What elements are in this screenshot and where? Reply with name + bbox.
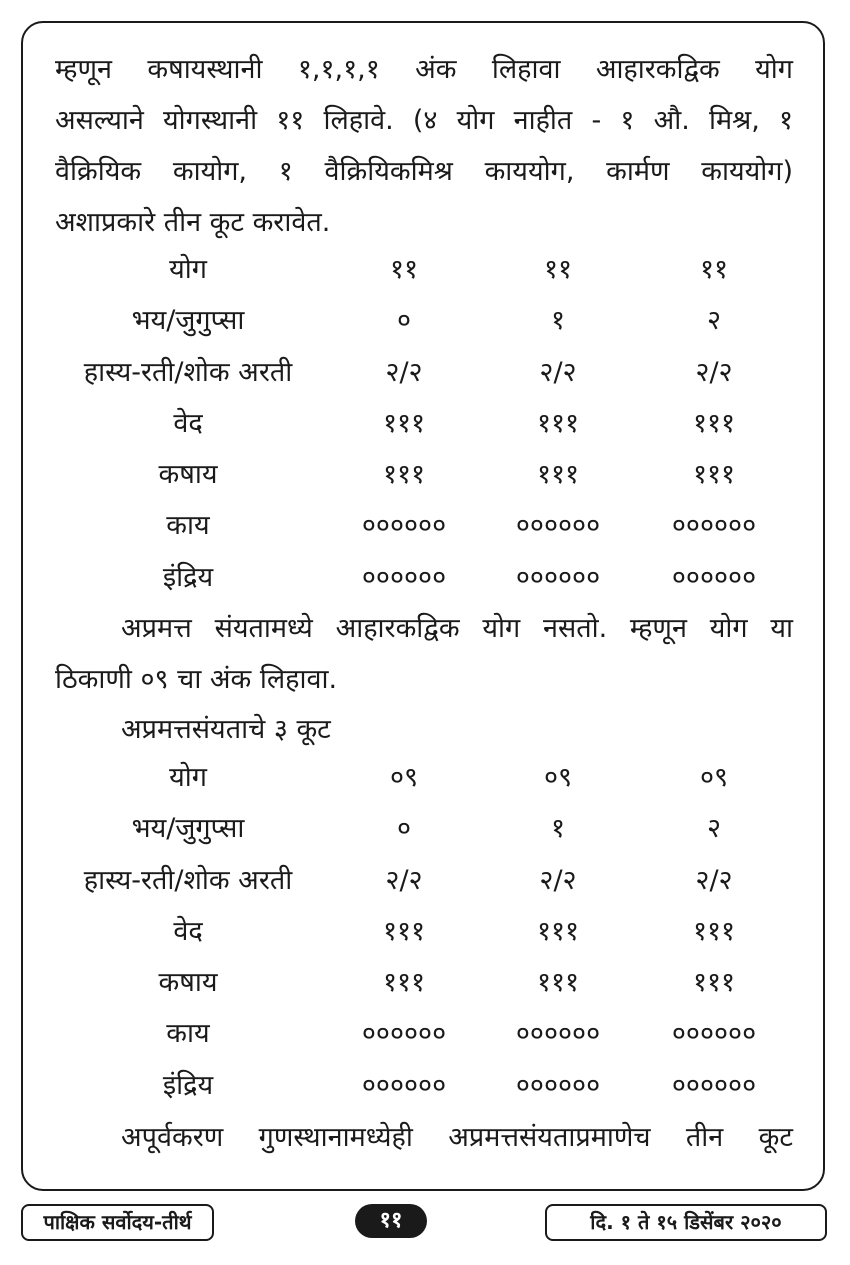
table-row: [0, 855, 850, 906]
publication-name: पाक्षिक सर्वोदय-तीर्थ: [21, 1204, 214, 1241]
row-label: भय/जुगुप्सा: [131, 813, 245, 845]
table-row: [0, 803, 850, 854]
table-cell: ००००००: [671, 1069, 757, 1101]
table-row: [0, 552, 850, 603]
row-label: योग: [169, 254, 207, 285]
table-cell: १११: [536, 459, 580, 491]
intro-paragraph: [55, 44, 793, 248]
row-label: इंद्रिय: [162, 561, 214, 593]
table-row: [0, 500, 850, 551]
table-cell: २: [706, 305, 722, 337]
table-row: [0, 752, 850, 803]
table-cell: १११: [382, 459, 426, 491]
table-cell: ११: [699, 254, 729, 285]
intro-line: अशाप्रकारे तीन कूट करावेत.: [55, 207, 331, 238]
table-cell: ००००००: [515, 1069, 601, 1101]
closing-line: अपूर्वकरण गुणस्थानामध्येही अप्रमत्तसंयताप्रमाणेच तीन कूट: [121, 1122, 793, 1153]
row-label: कषाय: [158, 459, 218, 491]
table-cell: १११: [692, 459, 736, 491]
kut-table-1: [0, 244, 850, 603]
row-label: हास्य-रती/शोक अरती: [83, 356, 293, 388]
kut-table-2: [0, 752, 850, 1111]
table-cell: ०९: [699, 762, 729, 793]
table-cell: ००००००: [361, 1018, 447, 1050]
table-cell: १११: [536, 407, 580, 439]
table-row: [0, 1008, 850, 1059]
row-label: काय: [166, 1018, 210, 1050]
table-cell: ०: [396, 813, 412, 845]
table-cell: ०९: [543, 762, 573, 793]
intro-line: म्हणून कषायस्थानी १,१,१,१ अंक लिहावा आहारकद्विक योग: [55, 54, 793, 85]
table-cell: २/२: [539, 864, 577, 896]
table-row: [0, 347, 850, 398]
table-cell: ००००००: [671, 510, 757, 542]
table-cell: १११: [692, 407, 736, 439]
table-cell: १: [550, 305, 566, 337]
intro-line: असल्याने योगस्थानी ११ लिहावे. (४ योग नाहीत - १ औ. मिश्र, १: [55, 105, 793, 136]
table-cell: ०९: [389, 762, 419, 793]
row-label: काय: [166, 510, 210, 542]
row-label: वेद: [173, 915, 203, 947]
page-number: ११: [355, 1204, 427, 1238]
table-row: [0, 449, 850, 500]
table-cell: १११: [382, 915, 426, 947]
table-cell: १११: [692, 915, 736, 947]
issue-date: दि. १ ते १५ डिसेंबर २०२०: [545, 1204, 827, 1241]
table-row: [0, 244, 850, 295]
section-heading: अप्रमत्तसंयताचे ३ कूट: [121, 714, 331, 745]
table-cell: २/२: [385, 356, 423, 388]
table-cell: २/२: [695, 864, 733, 896]
table-cell: ००००००: [671, 561, 757, 593]
table-cell: ००००००: [515, 1018, 601, 1050]
table-cell: १११: [692, 967, 736, 999]
section-heading-block: [55, 704, 793, 755]
table-cell: ००००००: [515, 510, 601, 542]
table-cell: १११: [536, 915, 580, 947]
row-label: कषाय: [158, 967, 218, 999]
row-label: योग: [169, 762, 207, 793]
middle-line: ठिकाणी ०९ चा अंक लिहावा.: [55, 664, 338, 695]
table-cell: ००००००: [361, 1069, 447, 1101]
row-label: वेद: [173, 407, 203, 439]
middle-paragraph: [55, 603, 793, 705]
table-cell: ११: [543, 254, 573, 285]
table-cell: ००००००: [515, 561, 601, 593]
intro-line: वैक्रियिक कायोग, १ वैक्रियिकमिश्र काययोग, कार्मण काययोग): [55, 156, 793, 187]
table-cell: २/२: [539, 356, 577, 388]
table-cell: २/२: [695, 356, 733, 388]
table-cell: ००००००: [361, 510, 447, 542]
page-footer: [0, 1204, 850, 1241]
table-cell: १११: [382, 407, 426, 439]
table-cell: ११: [389, 254, 419, 285]
row-label: हास्य-रती/शोक अरती: [83, 864, 293, 896]
row-label: भय/जुगुप्सा: [131, 305, 245, 337]
table-cell: १११: [382, 967, 426, 999]
table-row: [0, 957, 850, 1008]
row-label: इंद्रिय: [162, 1069, 214, 1101]
table-cell: २: [706, 813, 722, 845]
table-cell: ०: [396, 305, 412, 337]
table-cell: १११: [536, 967, 580, 999]
closing-paragraph: [55, 1112, 793, 1163]
table-row: [0, 1060, 850, 1111]
table-row: [0, 906, 850, 957]
table-row: [0, 295, 850, 346]
middle-line: अप्रमत्त संयतामध्ये आहारकद्विक योग नसतो. म्हणून योग या: [121, 613, 793, 644]
table-cell: २/२: [385, 864, 423, 896]
table-cell: ००००००: [361, 561, 447, 593]
table-row: [0, 398, 850, 449]
table-cell: १: [550, 813, 566, 845]
table-cell: ००००००: [671, 1018, 757, 1050]
